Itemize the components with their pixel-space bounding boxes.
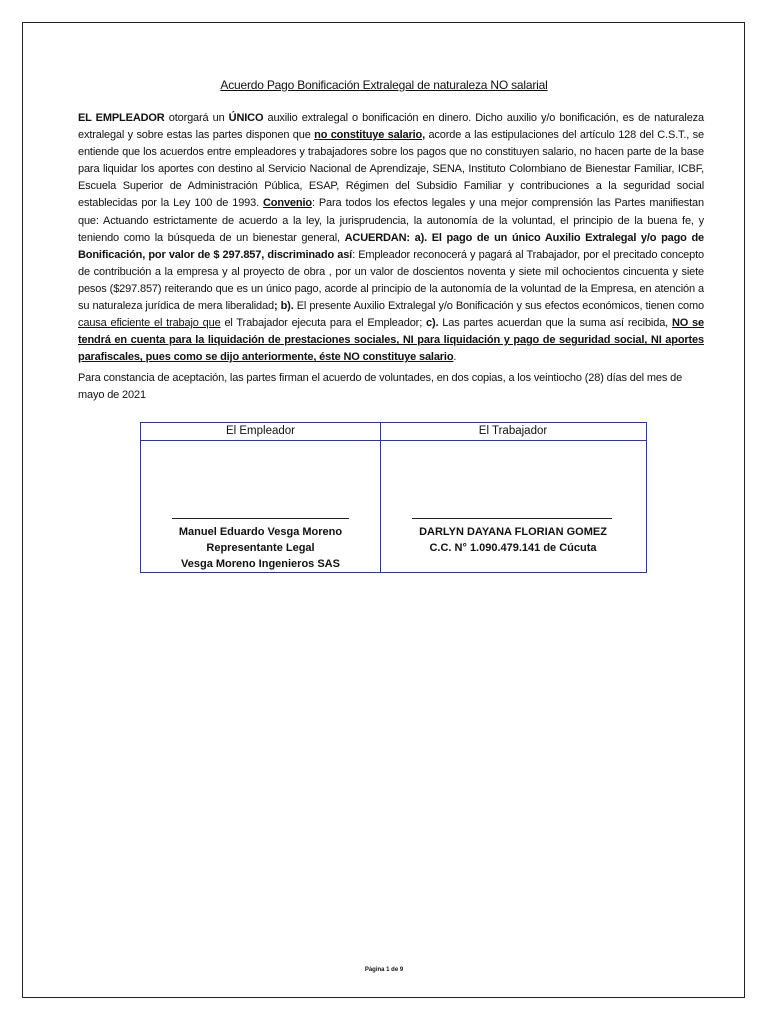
worker-header: El Trabajador	[380, 423, 646, 441]
constancia-paragraph: Para constancia de aceptación, las partes firman el acuerdo de voluntades, en dos copias, a los veintiocho (28) días del mes de mayo de 2021	[78, 372, 683, 401]
unico-label: ÚNICO	[228, 112, 264, 124]
clause-c-marker: c).	[426, 317, 439, 330]
document-title: Acuerdo Pago Bonificación Extralegal de naturaleza NO salarial	[220, 78, 548, 92]
text-segment: : Empleador reconocerá y pagará al Trabajador, por el precitado concepto de contribución a la empresa y al proyecto de obra , por un valor de doscientos noventa y siete mil ochocientos cincuenta y siete pesos ($297.857) reiterando que es un único pago, acorde al principio de la autonomía de la voluntad de la Empresa, en atención a su naturaleza jurídica de mera liberalidad	[78, 248, 704, 313]
text-segment: acorde a las estipulaciones del artículo 128 del C.S.T., se entiende que los acuerdos entre empleadores y trabajadores sobre los pagos que no constituyen salario, no hacen parte de la base para liquidar los aportes con destino al Servicio Nacional de Aprendizaje, SENA, Instituto Colombiano de Bienestar Familiar, ICBF, Escuela Superior de Administración Pública, ESAP, Régimen del Subsidio Familiar y contribuciones a la seguridad social establecidas por la Ley 100 de 1993.	[78, 129, 704, 210]
employer-signature-cell	[141, 423, 381, 572]
worker-signature-cell	[380, 423, 646, 572]
text-segment: auxilio extralegal o bonificación en dinero. Dicho auxilio y/o bonificación, es de naturaleza extralegal y sobre estas las partes disponen que	[78, 112, 704, 142]
employer-label: EL EMPLEADOR	[78, 112, 165, 124]
causa-eficiente-text: causa eficiente el trabajo que	[78, 317, 221, 330]
text-segment: .	[453, 351, 457, 364]
employer-signature-block	[141, 524, 380, 572]
text-segment: el Trabajador ejecuta para el Empleador;	[220, 317, 426, 330]
employer-name: Manuel Eduardo Vesga Moreno	[178, 526, 343, 538]
worker-signature-line	[412, 518, 612, 519]
page-number: Página 1 de 9	[364, 967, 404, 973]
clause-b-marker: ; b).	[273, 300, 294, 313]
no-salario-emphasis: no constituye salario,	[314, 129, 426, 142]
text-segment: otorgará un	[164, 112, 229, 124]
text-segment: Las partes acuerdan que la suma así recibida,	[438, 317, 672, 330]
text-segment: El presente Auxilio Extralegal y/o Bonificación y sus efectos económicos, tienen como	[293, 300, 704, 313]
employer-signature-line	[172, 518, 349, 519]
employer-role: Representante Legal	[206, 542, 315, 554]
agreement-paragraph	[78, 110, 704, 366]
employer-header: El Empleador	[141, 423, 380, 441]
text-segment: : Para todos los efectos legales y una mejor comprensión las Partes manifiestan que: Actuando estrictamente de acuerdo a la ley, la jurisprudencia, la autonomía de la voluntad, el principio de la buena fe, y teniendo como la búsqueda de un bienestar general,	[78, 197, 704, 244]
convenio-label: Convenio	[263, 197, 312, 210]
employer-company: Vesga Moreno Ingenieros SAS	[181, 558, 340, 570]
no-prestaciones-emphasis: NO se tendrá en cuenta para la liquidación de prestaciones sociales, NI para liquidación y pago de seguridad social, NI aportes parafiscales, pues como se dijo anteriormente, éste NO constituye salario	[78, 317, 704, 364]
worker-id: C.C. N° 1.090.479.141 de Cúcuta	[429, 542, 597, 554]
worker-signature-block	[380, 524, 646, 556]
worker-name: DARLYN DAYANA FLORIAN GOMEZ	[419, 526, 607, 538]
acuerdan-clause: ACUERDAN: a). El pago de un único Auxilio Extralegal y/o pago de Bonificación, por valor de $ 297.857, discriminado así	[78, 231, 704, 261]
signature-table	[140, 422, 647, 573]
